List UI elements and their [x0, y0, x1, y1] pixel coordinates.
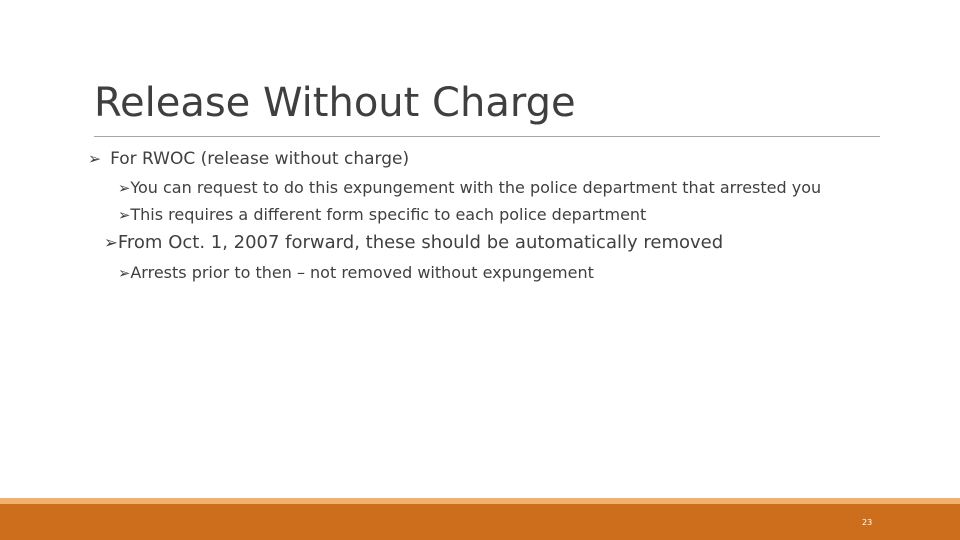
bullet-level1-rwoc — [88, 149, 409, 169]
bullet-level2-request — [118, 178, 821, 197]
bullet-text: For RWOC (release without charge) — [110, 149, 410, 169]
arrow-bullet-icon: ➢ — [118, 265, 131, 282]
bullet-text: From Oct. 1, 2007 forward, these should be automatically removed — [117, 232, 724, 253]
bullet-level2-form — [118, 205, 646, 224]
page-number: 23 — [862, 518, 873, 527]
arrow-bullet-icon: ➢ — [88, 149, 102, 168]
bullet-level2-automatic — [104, 232, 723, 253]
arrow-bullet-icon: ➢ — [104, 233, 118, 252]
arrow-bullet-icon: ➢ — [118, 207, 131, 224]
bullet-text: Arrests prior to then – not removed without expungement — [130, 263, 594, 282]
bullet-text: This requires a different form specific to each police department — [130, 205, 647, 224]
arrow-bullet-icon: ➢ — [118, 180, 131, 197]
slide-title: Release Without Charge — [94, 80, 576, 126]
bullet-level3-prior-arrests — [118, 263, 594, 282]
bullet-text: You can request to do this expungement with the police department that arrested you — [130, 178, 822, 197]
title-divider — [94, 136, 880, 137]
footer-bar — [0, 504, 960, 540]
